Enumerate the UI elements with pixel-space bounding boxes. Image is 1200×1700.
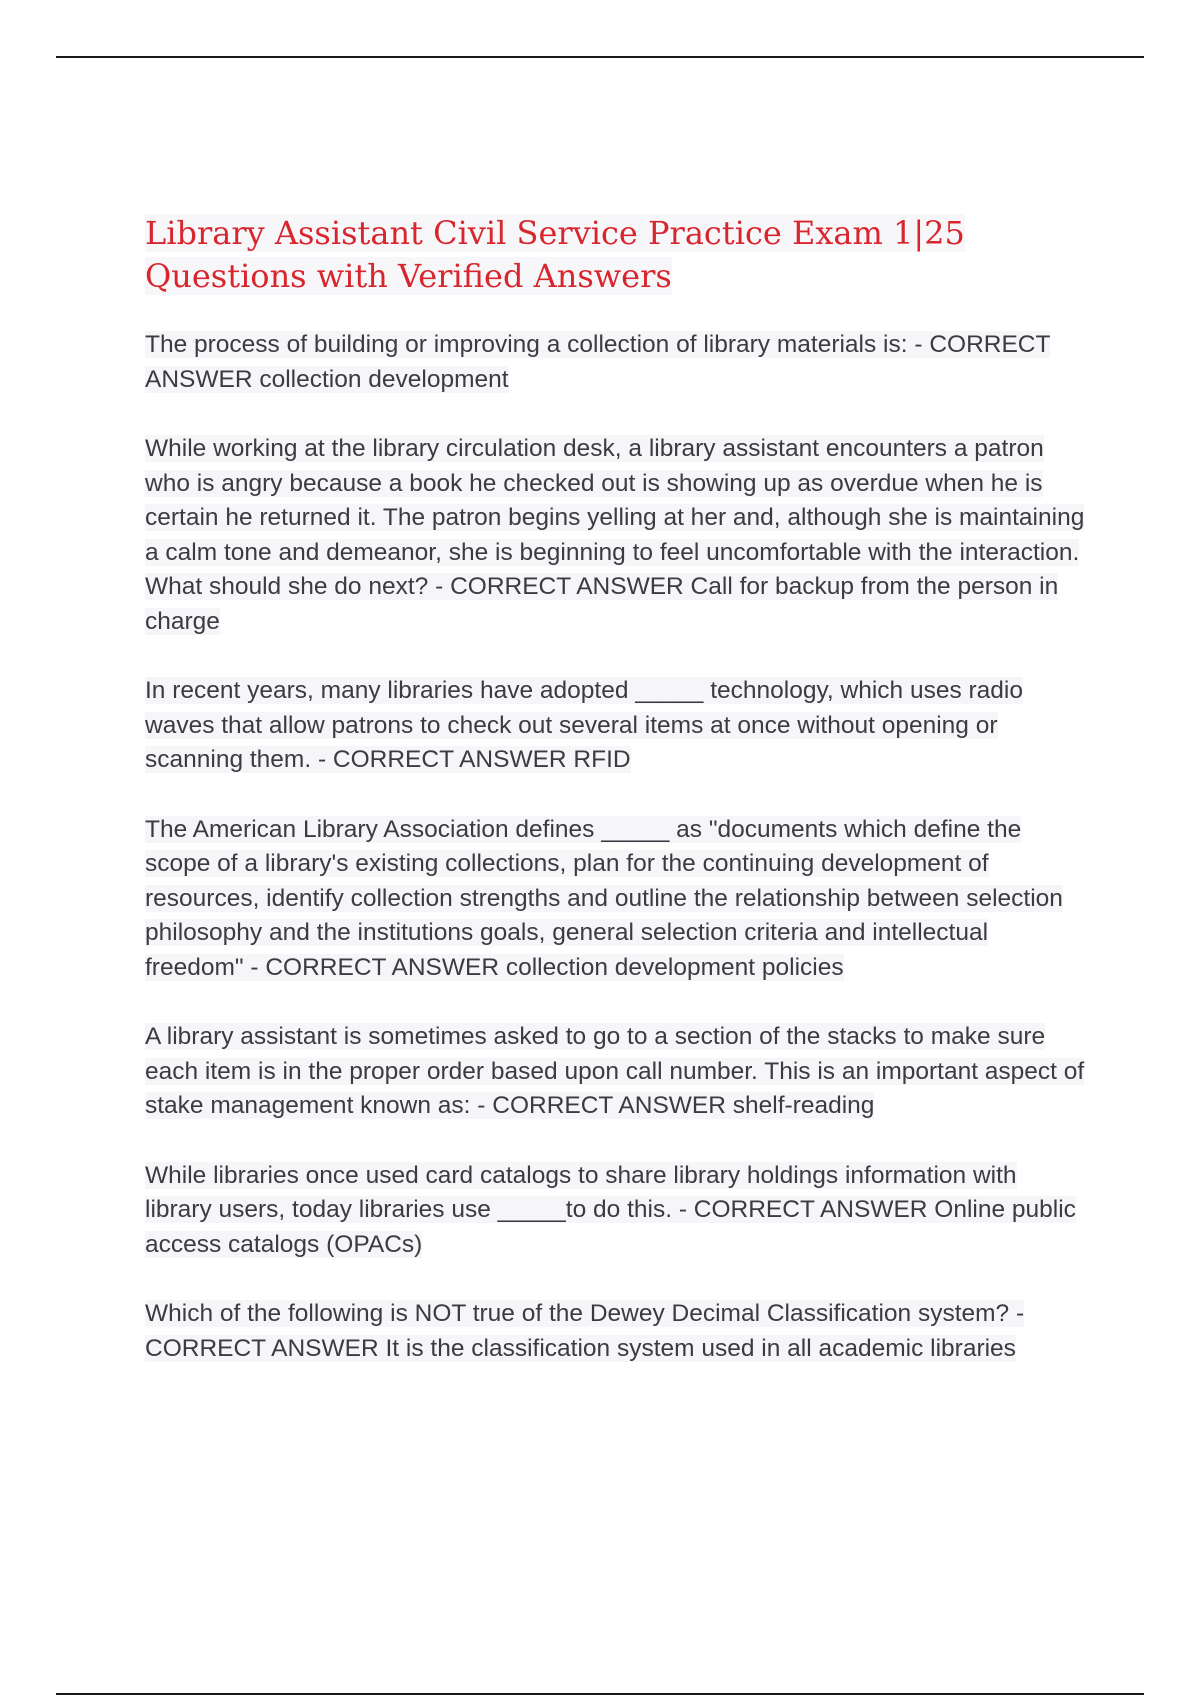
qa-text: A library assistant is sometimes asked to go to a section of the stacks to make sure each item is in the proper order based upon call number. This is an important aspect of stake management known as: - CORRECT ANSWER shelf-reading bbox=[145, 1023, 1085, 1119]
qa-text: Which of the following is NOT true of the Dewey Decimal Classification system? - CORRECT ANSWER It is the classification system used in all academic libraries bbox=[145, 1300, 1025, 1362]
qa-text: While libraries once used card catalogs to share library holdings information with library users, today libraries use _____to do this. - CORRECT ANSWER Online public access catalogs (OPACs) bbox=[145, 1161, 1076, 1258]
qa-item bbox=[145, 1159, 1090, 1263]
qa-item bbox=[145, 1297, 1090, 1366]
qa-item bbox=[145, 328, 1090, 397]
qa-text: While working at the library circulation desk, a library assistant encounters a patron who is angry because a book he checked out is showing up as overdue when he is certain he returned it. The patron begins yelling at her and, although she is maintaining a calm tone and demeanor, she is beginning to feel uncomfortable with the interaction. What should she do next? - CORRECT ANSWER Call for backup from the person in charge bbox=[145, 435, 1085, 635]
qa-text: In recent years, many libraries have adopted _____ technology, which uses radio waves that allow patrons to check out several items at once without opening or scanning them. - CORRECT ANSWER RFID bbox=[145, 677, 1023, 773]
top-rule bbox=[56, 56, 1144, 58]
qa-item bbox=[145, 674, 1090, 778]
document-body bbox=[145, 212, 1090, 1401]
document-title: Library Assistant Civil Service Practice Exam 1|25 Questions with Verified Answers bbox=[145, 214, 965, 295]
qa-text: The process of building or improving a collection of library materials is: - CORRECT ANSWER collection development bbox=[145, 331, 1051, 393]
qa-text: The American Library Association defines _____ as "documents which define the scope of a library's existing collections, plan for the continuing development of resources, identify collection strengths and outline the relationship between selection philosophy and the institutions goals, general selection criteria and intellectual freedom" - CORRECT ANSWER collection development policies bbox=[145, 815, 1063, 981]
qa-item bbox=[145, 813, 1090, 986]
qa-item bbox=[145, 1020, 1090, 1124]
qa-item bbox=[145, 432, 1090, 639]
bottom-rule bbox=[56, 1693, 1144, 1695]
